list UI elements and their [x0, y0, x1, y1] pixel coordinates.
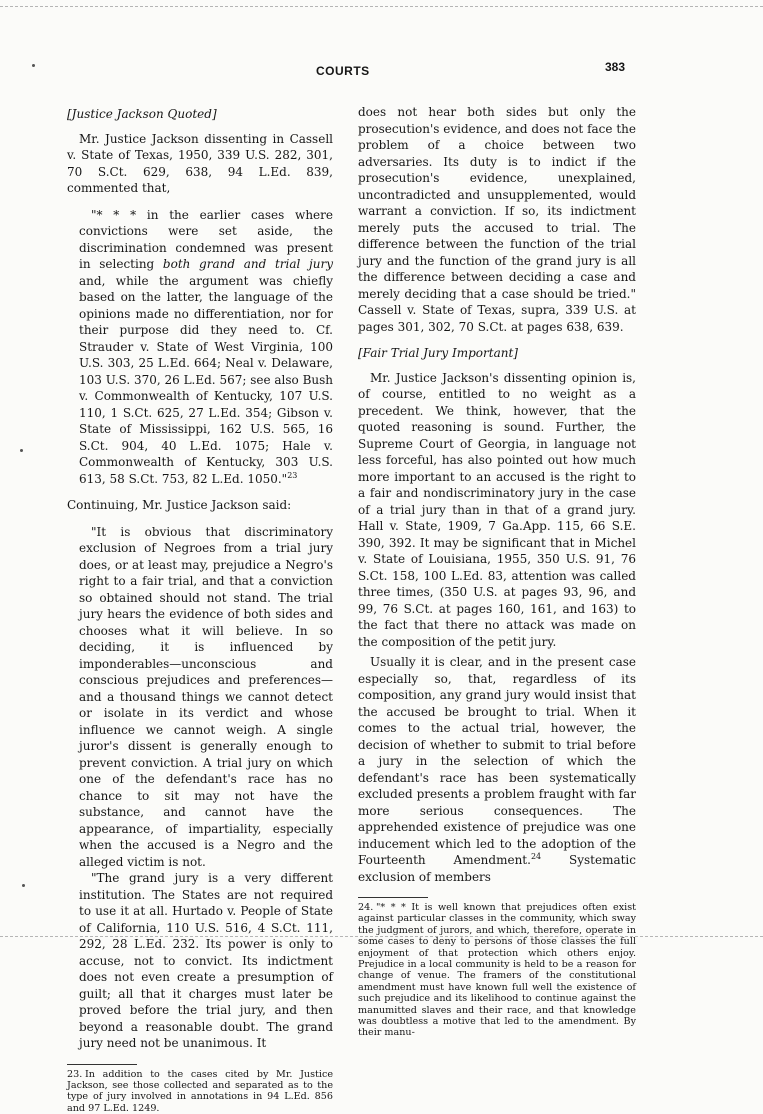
footnote-text: In addition to the cases cited by Mr. Justice Jackson, see those collected and separated as to the type of jury involved in annotations in 94 L.Ed. 856 and 97 L.Ed. 1249. — [67, 1069, 333, 1114]
left-column — [67, 106, 333, 1114]
paragraph-text: Usually it is clear, and in the present case especially so, that, regardless of its composition, any grand jury would insist that the accused be brought to trial. When it comes to the actual trial, however, the decision of whether to submit to trial before a jury in the selection of which the defendant's race has been systematically excluded presents a problem fraught with far more serious consequences. The apprehended existence of prejudice was one inducement which led to the adoption of the Fourteenth Amendment. — [358, 655, 636, 867]
running-head: COURTS — [316, 64, 370, 78]
paragraph-text: Systematic exclusion of members — [358, 853, 636, 884]
intro-paragraph: Mr. Justice Jackson dissenting in Cassell v. State of Texas, 1950, 339 U.S. 282, 301, 70 S.Ct. 629, 638, 94 L.Ed. 839, commented that, — [67, 131, 333, 197]
quote-continuation: does not hear both sides but only the prosecution's evidence, and does not face the problem of a choice between two adversaries. Its duty is to indict if the prosecution's evidence, unexplained, uncontradicted and unsupplemented, would warrant a conviction. If so, its indictment merely puts the accused to trial. The difference between the function of the trial jury and the function of the grand jury is all the difference between deciding a case and merely deciding that a case should be tried." Cassell v. State of Texas, supra, 339 U.S. at pages 301, 302, 70 S.Ct. at pages 638, 639. — [358, 104, 636, 335]
footnote-rule — [358, 897, 428, 898]
footnote-text: "* * * It is well known that prejudices often exist against particular classes in the community, which sway the judgment of jurors, and which, therefore, operate in some cases to deny to persons of those classes the full enjoyment of that protection which others enjoy. Prejudice in a local community is held to be a reason for change of venue. The framers of the constitutional amendment must have known full well the existence of such prejudice and its likelihood to continue against the manumitted slaves and their race, and that knowledge was doubtless a motive that led to the amendment. By their manu- — [358, 902, 636, 1038]
page-number: 383 — [605, 60, 625, 74]
footnote-ref-24: 24 — [531, 852, 541, 861]
scan-speck — [22, 884, 25, 887]
continuing-paragraph: Continuing, Mr. Justice Jackson said: — [67, 497, 333, 514]
footnote-rule — [67, 1064, 137, 1065]
section-heading-justice-jackson: [Justice Jackson Quoted] — [67, 106, 333, 123]
section-heading-fair-trial: [Fair Trial Jury Important] — [358, 345, 636, 362]
footnote-number: 24. — [358, 902, 376, 913]
block-quote-2 — [79, 524, 333, 1052]
scan-speck — [20, 449, 23, 452]
quote-text: "* * * in the earlier cases where convictions were set aside, the discrimination condemned was present in selecting — [79, 208, 333, 272]
quote-paragraph — [79, 207, 333, 488]
body-paragraph — [358, 654, 636, 885]
quote-paragraph: "It is obvious that discriminatory exclusion of Negroes from a trial jury does, or at least may, prejudice a Negro's right to a fair trial, and that a conviction so obtained should not stand. The trial jury hears the evidence of both sides and chooses what it will believe. In so deciding, it is influenced by imponderables—unconscious and conscious prejudices and preferences—and a thousand things we cannot detect or isolate in its verdict and whose influence we cannot weigh. A single juror's dissent is generally enough to prevent conviction. A trial jury on which one of the defendant's race has no chance to sit may not have the substance, and cannot have the appearance, of impartiality, especially when the accused is a Negro and the alleged victim is not. — [79, 524, 333, 871]
body-paragraph: Mr. Justice Jackson's dissenting opinion is, of course, entitled to no weight as a precedent. We think, however, that the quoted reasoning is sound. Further, the Supreme Court of Georgia, in language not less forceful, has also pointed out how much more important to an accused is the right to a fair and nondiscriminatory jury in the case of a trial jury than in that of a grand jury. Hall v. State, 1909, 7 Ga.App. 115, 66 S.E. 390, 392. It may be significant that in Michel v. State of Louisiana, 1955, 350 U.S. 91, 76 S.Ct. 158, 100 L.Ed. 83, attention was called three times, (350 U.S. at pages 93, 96, and 99, 76 S.Ct. at pages 160, 161, and 163) to the fact that there no attack was made on the composition of the petit jury. — [358, 370, 636, 651]
quote-text: and, while the argument was chiefly based on the latter, the language of the opinions made no differentiation, nor for their purpose did they need to. Cf. Strauder v. State of West Virginia, 100 U.S. 303, 25 L.Ed. 664; Neal v. Delaware, 103 U.S. 370, 26 L.Ed. 567; see also Bush v. Commonwealth of Kentucky, 107 U.S. 110, 1 S.Ct. 625, 27 L.Ed. 354; Gibson v. State of Mississippi, 162 U.S. 565, 16 S.Ct. 904, 40 L.Ed. 1075; Hale v. Commonwealth of Kentucky, 303 U.S. 613, 58 S.Ct. 753, 82 L.Ed. 1050." — [79, 274, 333, 486]
right-column — [358, 104, 636, 1039]
footnote-ref-23: 23 — [287, 471, 297, 480]
footnote-24 — [358, 902, 636, 1039]
footnote-23 — [67, 1069, 333, 1114]
footnote-number: 23. — [67, 1069, 85, 1080]
quote-paragraph: "The grand jury is a very different institution. The States are not required to use it at all. Hurtado v. People of State of California, 110 U.S. 516, 4 S.Ct. 111, 292, 28 L.Ed. 232. Its power is only to accuse, not to convict. Its indictment does not even create a presumption of guilt; all that it charges must later be proved before the trial jury, and then beyond a reasonable doubt. The grand jury need not be unanimous. It — [79, 870, 333, 1052]
quote-emphasis: both grand and trial jury — [163, 257, 333, 271]
scan-border-top — [0, 6, 763, 7]
block-quote-1 — [79, 207, 333, 488]
scan-speck — [32, 64, 35, 67]
